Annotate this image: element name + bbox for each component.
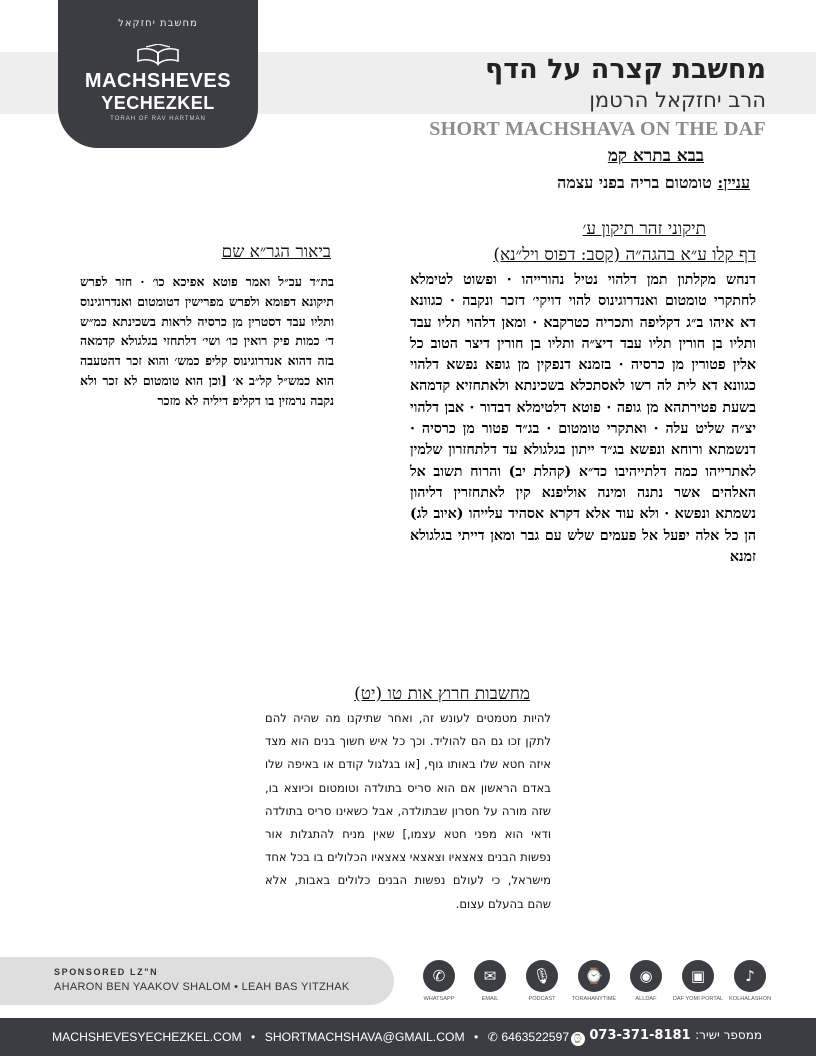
sponsor-names: AHARON BEN YAAKOV SHALOM • LEAH BAS YITZHAK bbox=[54, 981, 350, 993]
page-title-hebrew: מחשבת קצרה על הדף bbox=[485, 54, 766, 85]
dafyomi-portal-icon: ▣ bbox=[682, 960, 714, 992]
direct-number-label: ממספר ישיר: bbox=[695, 1028, 762, 1042]
daf-heading: דף קלו ע״א בהגה״ה (קסב: דפוס ויל״נא) bbox=[493, 245, 756, 265]
page-title-english: SHORT MACHSHAVA ON THE DAF bbox=[429, 118, 766, 140]
contact-line bbox=[52, 1030, 569, 1044]
phone-number[interactable]: 6463522597 bbox=[501, 1030, 570, 1044]
separator-dot: • bbox=[251, 1030, 256, 1044]
alldaf-label: ALLDAF bbox=[635, 996, 657, 1002]
torahanytime-label: TORAHANYTIME bbox=[571, 996, 617, 1002]
podcast-link[interactable] bbox=[515, 960, 569, 1002]
torahanytime-icon: ⌚ bbox=[578, 960, 610, 992]
sponsor-label: SPONSORED LZ"N bbox=[54, 967, 159, 977]
kolhalashon-icon: ♪ bbox=[734, 960, 766, 992]
website-link[interactable]: MACHSHEVESYECHEZKEL.COM bbox=[52, 1030, 242, 1044]
kolhalashon-link[interactable] bbox=[723, 960, 777, 1002]
brand-name-line2: YECHEZKEL bbox=[101, 93, 215, 113]
email-address-link[interactable]: SHORTMACHSHAVA@GMAIL.COM bbox=[264, 1030, 465, 1044]
charutz-body-text: להיות מטמטים לעונש זה, ואחר שתיקנו מה שהיה להם לתקן זכו גם הם להוליד. וכך כל איש חשוך בנים הוא מצד איזה חטא שלו באותו גוף, [או בגלגול קודם או באיפה שלו באדם הראשון אם הוא סריס בתולדה וטומטום וכיוצא בו, שזה מורה על חסרון שבתולדה, אבל כשאינו סריס בתולדה ודאי הוא מפני חטא עצמו,] שאין מניח להתגלות אור נפשות הבנים צאצאיו וצאצאי צאצאיו הכלולים בו בכל אחד מישראל, כי לעולם נפשות הבנים כלולים באבות, אלא שהם בהעלם עצום. bbox=[265, 711, 551, 911]
tikunei-source-text: דנחש מקלתון תמן דלהוי נטיל נהורייהו · ופשוט לטימלא לחתקרי טומטום ואנדרוגינוס להוי דויקי׳ דזכר ונקבה · כגוונא דא איהו ב״ג דקליפה ותכריה כטרקבא · ומאן דלהוי תליו עבד ותליו בן חורין תליו עבד דיצ״ה ותליו בן חורין דיצר הטוב כל אלין פטורין מן כרסיה · בזמנא דנפקין מן גופא נפשא דלהוי כגוונא דא לית לה רשו לאסתכלא בשכינתא ולאתחזיא קדמהא בשעת פטירתהא מן גופה · פוטא דלטימלא דבדור · אבן דלהוי יצ״ה שליט עלה · ואתקרי טומטום · בג״ד פטור מן כרסיה · דנשמתא ורוחא ונפשא בג״ד ייתון בגלגולא עד דלתחזרון שלמין לאתרייהו כמה דלתייהיבו כד״א (קהלת יב) והרוח תשוב אל האלהים אשר נתנה ומינה אוליפנא קין לאתחזרין דליהון נשמתא ונפשא · ולא עוד אלא דקרא אסהיד עלייהו (איוב לג) הן כל אלה יפעל אל פעמים שלש עם גבר ומאן דייתי בגלגולא זמנא bbox=[410, 272, 756, 565]
direct-number-line bbox=[571, 1028, 762, 1046]
brand-name-line1: MACHSHEVES bbox=[84, 70, 232, 92]
phone-icon: ✆ bbox=[487, 1030, 498, 1044]
platform-links bbox=[412, 960, 788, 1006]
inyan-text: טומטום בריה בפני עצמה bbox=[557, 173, 712, 192]
inyan-line bbox=[557, 173, 750, 193]
email-label: EMAIL bbox=[481, 996, 499, 1002]
biur-source-text: בת״ד עכ״ל ואמר פוטא אפיכא כו׳ · חזר לפרש תיקונא דפומא ולפרש מפרישין דטומטום ואנדרוגינוס ותליו עבד דסטרין מן כרסיה לראות בשכינתא כמ״ש ד׳ כמות פיק רואין כו׳ ושי׳ דלתחזי בגלגולא קדמאה בזה דהוא אנדרוגינוס קליפ כמש׳ והוא זכר דהטעבה הוא כמש״ל קל״ב א׳ [וכן הוא טומטום לא זכר ולא נקבה נרמזין בו דקליפ דיליה לא מזכר bbox=[80, 274, 334, 408]
inyan-label: עניין: bbox=[717, 173, 750, 192]
rabbi-name: הרב יחזקאל הרטמן bbox=[589, 88, 766, 112]
masechet-reference: בבא בתרא קמ bbox=[607, 146, 704, 166]
direct-number[interactable]: 073-371-8181 bbox=[589, 1028, 691, 1043]
alldaf-icon: ◉ bbox=[630, 960, 662, 992]
brand-subtitle: TORAH OF RAV HARTMAN bbox=[110, 116, 206, 122]
open-book-icon bbox=[136, 44, 180, 68]
biur-heading: ביאור הגר״א שם bbox=[221, 242, 331, 262]
charutz-heading: מחשבות חרוץ אות טו (יט) bbox=[354, 684, 530, 704]
separator-dot: • bbox=[474, 1030, 479, 1044]
torahanytime-link[interactable] bbox=[567, 960, 621, 1002]
whatsapp-link[interactable] bbox=[412, 960, 466, 1002]
whatsapp-label: WHATSAPP bbox=[423, 996, 455, 1002]
torahanytime-badge-icon: ⌚ bbox=[571, 1032, 585, 1046]
email-link[interactable] bbox=[463, 960, 517, 1002]
podcast-icon: 🎙 bbox=[526, 960, 558, 992]
kolhalashon-label: KOLHALASHON bbox=[729, 996, 771, 1002]
alldaf-link[interactable] bbox=[619, 960, 673, 1002]
dafyomi-portal-label: DAF YOMI PORTAL bbox=[672, 996, 724, 1002]
contact-bar bbox=[0, 1018, 816, 1056]
email-icon: ✉ bbox=[474, 960, 506, 992]
brand-logo[interactable] bbox=[58, 0, 258, 148]
podcast-label: PODCAST bbox=[528, 996, 556, 1002]
tikunei-heading: תיקוני זהר תיקון ע׳ bbox=[582, 219, 706, 239]
brand-hebrew-tagline: מחשבת יחזקאל bbox=[118, 18, 198, 29]
whatsapp-icon: ✆ bbox=[423, 960, 455, 992]
dafyomi-portal-link[interactable] bbox=[671, 960, 725, 1002]
